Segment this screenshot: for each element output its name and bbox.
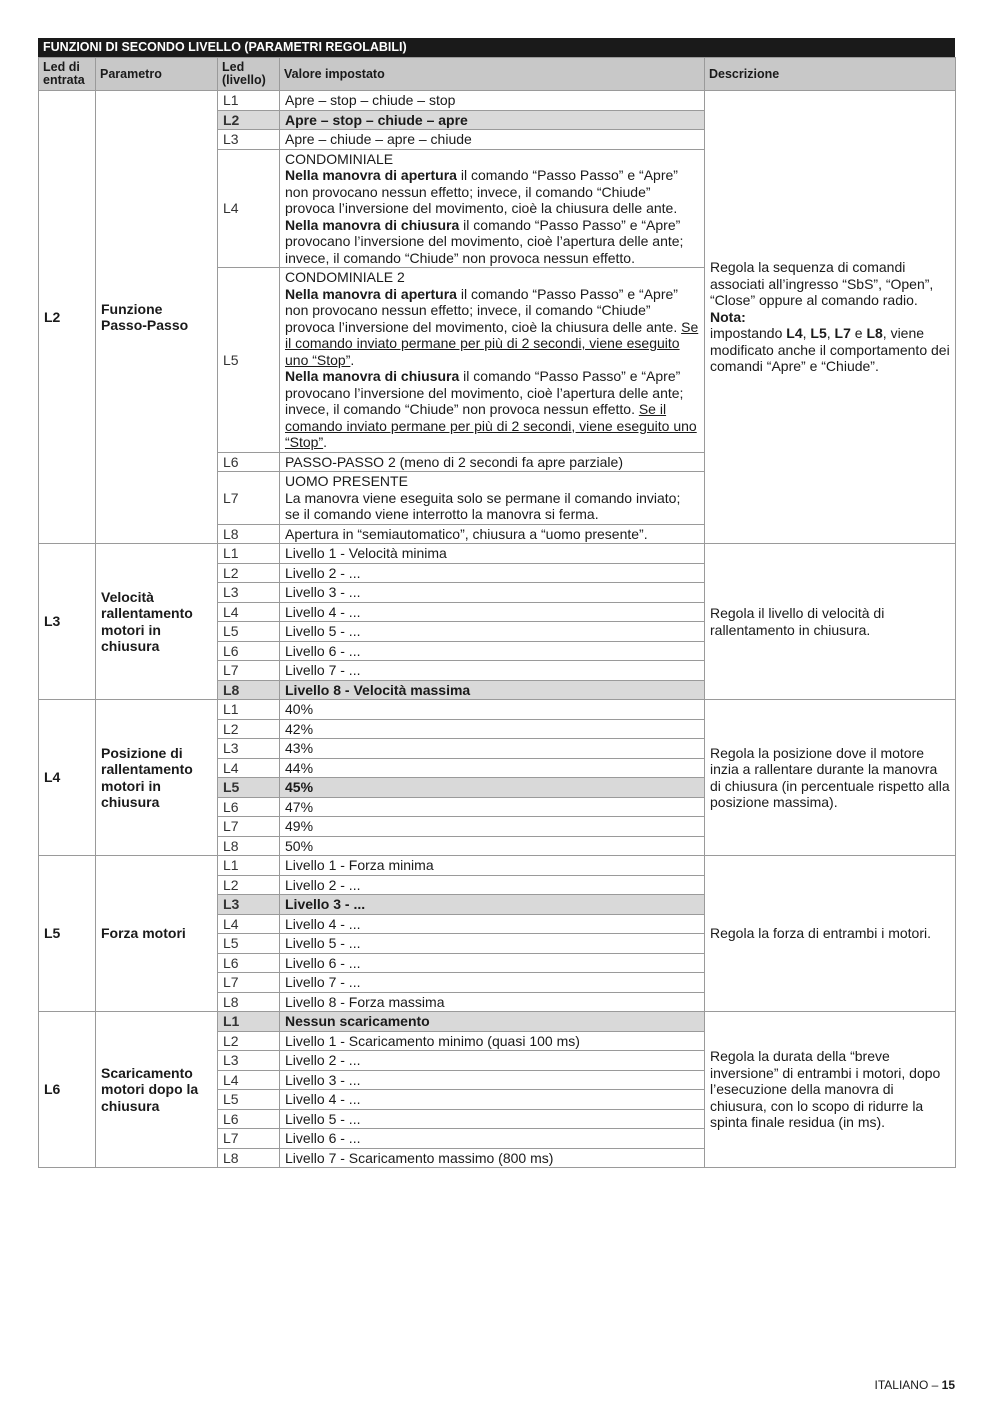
value-text: Livello 6 - ... [280,1129,705,1149]
value-text: 40% [280,700,705,720]
entry-led: L6 [39,1012,96,1168]
description: Regola la sequenza di comandi associati all’ingresso “SbS”, “Open”, “Close” oppure al comando radio. Nota: impostando L4, L5, L7 e L8, viene modificato anche il comportamento dei comandi “Apre” e “Chiude”. [705,91,956,544]
note-text: impostando L4, L5, L7 e L8, viene modificato anche il comportamento dei comandi “Apre” e “Chiude”. [710,325,950,375]
led-level: L7 [218,1129,280,1149]
value-text: Livello 5 - ... [280,622,705,642]
entry-led: L3 [39,544,96,700]
section-title: FUNZIONI DI SECONDO LIVELLO (PARAMETRI REGOLABILI) [38,38,955,57]
value-text: Livello 3 - ... [280,895,705,915]
led-level: L3 [218,739,280,759]
page-footer [875,1378,956,1392]
value-text: Livello 3 - ... [280,1070,705,1090]
parameter-name: Funzione Passo-Passo [96,91,218,544]
value-text: CONDOMINIALE 2 Nella manovra di apertura il comando “Passo Passo” e “Apre” non provocano nessun effetto; invece, il comando “Chiude” provoca l’inversione del movimento, cioè la chiusura delle ante. Se il comando inviato permane per più di 2 secondi, viene eseguito uno “Stop”. Nella manovra di chiusura il comando “Passo Passo” e “Apre” provocano l’inversione del movimento, cioè l’apertura delle ante; invece, il comando “Chiude” non provoca nessun effetto. Se il comando inviato permane per più di 2 secondi, viene eseguito uno “Stop”. [280,268,705,453]
parameter-name: Posizione di rallentamento motori in chiusura [96,700,218,856]
led-level: L4 [218,1070,280,1090]
value-text: Apre – chiude – apre – chiude [280,130,705,150]
header-row [39,58,956,91]
value-text: 44% [280,758,705,778]
group-l3 [39,544,956,700]
table-row [39,91,956,111]
value-text: Livello 1 - Velocità minima [280,544,705,564]
header-entry-led: Led di entrata [39,58,96,91]
group-l4 [39,700,956,856]
led-level: L1 [218,544,280,564]
group-l2 [39,91,956,544]
led-level: L6 [218,953,280,973]
value-text: Apre – stop – chiude – apre [280,110,705,130]
description: Regola la forza di entrambi i motori. [705,856,956,1012]
led-level: L5 [218,1090,280,1110]
value-text: Livello 3 - ... [280,583,705,603]
led-level: L6 [218,797,280,817]
group-l5 [39,856,956,1012]
led-level: L3 [218,130,280,150]
table-row [39,1012,956,1032]
led-level: L2 [218,1031,280,1051]
led-level: L7 [218,661,280,681]
value-text: Livello 6 - ... [280,641,705,661]
value-text: Livello 2 - ... [280,875,705,895]
value-text: Livello 7 - Scaricamento massimo (800 ms) [280,1148,705,1168]
led-level: L1 [218,700,280,720]
led-level: L5 [218,934,280,954]
value-text: Livello 2 - ... [280,1051,705,1071]
description: Regola la posizione dove il motore inzia a rallentare durante la manovra di chiusura (in percentuale rispetto alla posizione massima). [705,700,956,856]
led-level: L2 [218,875,280,895]
document [38,38,955,1168]
value-text: 45% [280,778,705,798]
led-level: L4 [218,602,280,622]
value-text: Livello 6 - ... [280,953,705,973]
led-level: L2 [218,563,280,583]
value-text: Apre – stop – chiude – stop [280,91,705,111]
entry-led: L4 [39,700,96,856]
parameters-table [38,57,956,1168]
led-level: L1 [218,1012,280,1032]
note-label: Nota: [710,308,746,325]
value-text: UOMO PRESENTE La manovra viene eseguita solo se permane il comando inviato; se il comando viene interrotto la manovra si ferma. [280,472,705,525]
value-text: Livello 4 - ... [280,914,705,934]
value-text: Livello 1 - Forza minima [280,856,705,876]
group-l6 [39,1012,956,1168]
value-text: 47% [280,797,705,817]
led-level: L4 [218,914,280,934]
value-text: 43% [280,739,705,759]
led-level: L2 [218,719,280,739]
led-level: L8 [218,1148,280,1168]
value-text: Livello 8 - Velocità massima [280,680,705,700]
table-row [39,544,956,564]
value-text: Livello 2 - ... [280,563,705,583]
led-level: L5 [218,778,280,798]
value-text: 50% [280,836,705,856]
led-level: L3 [218,1051,280,1071]
page-number: 15 [941,1378,955,1392]
table-row [39,700,956,720]
led-level: L6 [218,1109,280,1129]
footer-language: ITALIANO – [874,1378,942,1392]
value-text: Livello 7 - ... [280,973,705,993]
value-text: Livello 7 - ... [280,661,705,681]
parameter-name: Scaricamento motori dopo la chiusura [96,1012,218,1168]
led-level: L7 [218,973,280,993]
led-level: L3 [218,583,280,603]
table-row [39,856,956,876]
parameter-name: Velocità rallentamento motori in chiusura [96,544,218,700]
value-text: PASSO-PASSO 2 (meno di 2 secondi fa apre parziale) [280,452,705,472]
led-level: L7 [218,472,280,525]
led-level: L8 [218,680,280,700]
value-text: Livello 4 - ... [280,602,705,622]
value-text: 49% [280,817,705,837]
value-text: CONDOMINIALE Nella manovra di apertura il comando “Passo Passo” e “Apre” non provocano nessun effetto; invece, il comando “Chiude” provoca l’inversione del movimento, cioè la chiusura delle ante. Nella manovra di chiusura il comando “Passo Passo” e “Apre” provocano l’inversione del movimento, cioè l’apertura delle ante; invece, il comando “Chiude” non provoca nessun effetto. [280,149,705,268]
led-level: L4 [218,758,280,778]
led-level: L4 [218,149,280,268]
header-parameter: Parametro [96,58,218,91]
value-text: Livello 1 - Scaricamento minimo (quasi 100 ms) [280,1031,705,1051]
header-led-level: Led (livello) [218,58,280,91]
led-level: L6 [218,641,280,661]
value-text: Livello 5 - ... [280,1109,705,1129]
led-level: L8 [218,524,280,544]
led-level: L5 [218,622,280,642]
led-level: L7 [218,817,280,837]
value-text: Nessun scaricamento [280,1012,705,1032]
led-level: L8 [218,992,280,1012]
value-text: Livello 4 - ... [280,1090,705,1110]
led-level: L8 [218,836,280,856]
led-level: L1 [218,856,280,876]
led-level: L3 [218,895,280,915]
description: Regola la durata della “breve inversione” di entrambi i motori, dopo l’esecuzione della manovra di chiusura, con lo scopo di ridurre la spinta finale residua (in ms). [705,1012,956,1168]
value-text: Livello 8 - Forza massima [280,992,705,1012]
value-text: Livello 5 - ... [280,934,705,954]
entry-led: L5 [39,856,96,1012]
entry-led: L2 [39,91,96,544]
value-text: Apertura in “semiautomatico”, chiusura a “uomo presente”. [280,524,705,544]
description: Regola il livello di velocità di rallentamento in chiusura. [705,544,956,700]
header-description: Descrizione [705,58,956,91]
led-level: L6 [218,452,280,472]
value-text: 42% [280,719,705,739]
led-level: L5 [218,268,280,453]
parameter-name: Forza motori [96,856,218,1012]
led-level: L1 [218,91,280,111]
header-value: Valore impostato [280,58,705,91]
led-level: L2 [218,110,280,130]
